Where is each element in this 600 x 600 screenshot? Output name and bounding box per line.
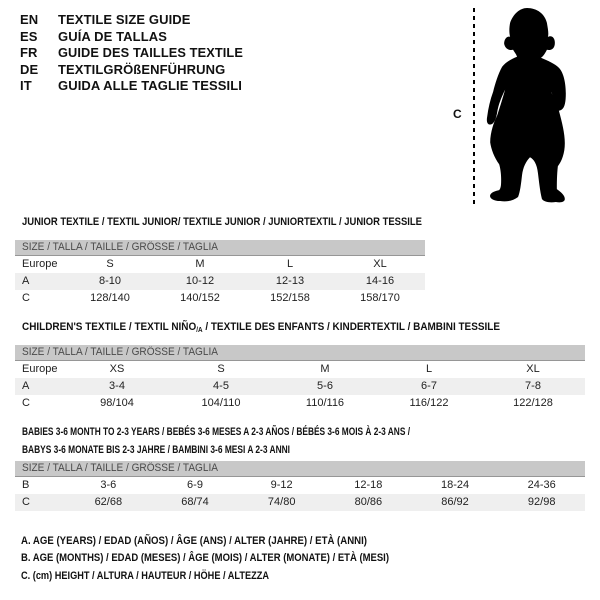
language-code: ES (20, 28, 38, 44)
table-cell: 3-6 (100, 479, 117, 491)
language-row (20, 29, 246, 46)
table-cell: M (320, 363, 330, 375)
footnote (21, 568, 448, 585)
table-cell: 68/74 (181, 496, 209, 508)
babies-textile-table (15, 423, 585, 511)
row-label: C (22, 397, 30, 409)
table-row (15, 395, 585, 412)
table-cell: L (286, 258, 294, 270)
size-header-text: SIZE / TALLA / TAILLE / GRÖSSE / TAGLIA (22, 462, 219, 474)
table-cell: 74/80 (267, 496, 296, 508)
table-cell: L (425, 363, 433, 375)
baby-figure (450, 5, 598, 215)
title-part: CHILDREN'S TEXTILE / TEXTIL NIÑO (22, 321, 197, 333)
table-cell: 110/116 (305, 397, 345, 409)
height-label: C (453, 107, 462, 121)
table-cell: 14-16 (365, 275, 395, 287)
table-cell: 6-7 (421, 380, 437, 392)
language-title-list (20, 12, 246, 95)
table-cell: 4-5 (213, 380, 229, 392)
section-title-line (22, 441, 585, 459)
section-title-text (22, 321, 500, 337)
table-cell: 152/158 (270, 292, 310, 304)
language-title-text: TEXTILGRÖßENFÜHRUNG (58, 61, 226, 77)
table-cell: 122/128 (513, 397, 553, 409)
section-title-text (22, 441, 290, 459)
table-cell: 6-9 (187, 479, 203, 491)
language-code: EN (20, 12, 39, 27)
table-cell: 98/104 (100, 397, 134, 409)
section-title (15, 321, 585, 345)
baby-silhouette-icon (483, 6, 575, 205)
language-title-text: TEXTILE SIZE GUIDE (58, 12, 191, 27)
table-row (15, 477, 585, 494)
language-row (20, 45, 246, 62)
section-title (15, 423, 585, 461)
language-code: DE (20, 61, 39, 77)
table-cell: 10-12 (185, 275, 215, 287)
height-dashed-line-icon (473, 8, 475, 206)
childrens-textile-table (15, 321, 585, 412)
row-label: C (22, 496, 30, 508)
size-header-text: SIZE / TALLA / TAILLE / GRÖSSE / TAGLIA (22, 241, 219, 253)
table-cell: M (195, 258, 205, 270)
table-cell: 5-6 (317, 380, 333, 392)
table-cell: 12-18 (354, 479, 383, 491)
language-title-text: GUÍA DE TALLAS (58, 28, 168, 44)
table-row (15, 361, 585, 378)
size-header-text: SIZE / TALLA / TAILLE / GRÖSSE / TAGLIA (22, 346, 219, 358)
row-label: A (22, 275, 30, 287)
title-part: / TEXTILE DES ENFANTS / KINDERTEXTIL / BAMBINI TESSILE (202, 321, 500, 333)
section-title-line (22, 423, 585, 441)
language-code: IT (20, 78, 32, 94)
language-row (20, 12, 246, 29)
title-part: JUNIOR TEXTILE / TEXTIL JUNIOR/ TEXTILE JUNIOR / JUNIORTEXTIL / JUNIOR TESSILE (22, 216, 422, 228)
language-title-text: GUIDA ALLE TAGLIE TESSILI (58, 78, 243, 94)
table-cell: 12-13 (275, 275, 305, 287)
table-row (15, 256, 425, 273)
table-cell: 18-24 (440, 479, 470, 491)
language-code: FR (20, 45, 38, 61)
table-cell: S (106, 258, 114, 270)
table-cell: 92/98 (527, 496, 556, 508)
table-cell: S (217, 363, 225, 375)
footnote-text: A. AGE (YEARS) / EDAD (AÑOS) / ÂGE (ANS) / ALTER (JAHRE) / ETÀ (ANNI) (21, 535, 367, 547)
table-row (15, 290, 425, 307)
table-cell: 24-36 (527, 479, 556, 491)
row-label: A (22, 380, 30, 392)
table-cell: 3-4 (109, 380, 125, 392)
title-part: BABYS 3-6 MONATE BIS 2-3 JAHRE / BAMBINI 3-6 MESI A 2-3 ANNI (22, 444, 291, 456)
junior-textile-table (15, 216, 425, 307)
table-cell: XL (373, 258, 387, 270)
row-label: Europe (22, 258, 58, 270)
table-cell: 62/68 (94, 496, 123, 508)
footnote (21, 550, 448, 567)
table-cell: XS (109, 363, 125, 375)
table-cell: XL (526, 363, 540, 375)
table-cell: 116/122 (409, 397, 449, 409)
title-subscript: /A (196, 327, 203, 334)
footnote (21, 533, 448, 550)
table-cell: 7-8 (525, 380, 541, 392)
title-part: BABIES 3-6 MONTH TO 2-3 YEARS / BEBÉS 3-6 MESES A 2-3 AÑOS / BÉBÉS 3-6 MOIS À 2-3 ANS / (22, 426, 411, 438)
row-label: Europe (22, 363, 58, 375)
section-title (15, 216, 425, 240)
section-title-text (22, 423, 410, 441)
footnote-text: C. (cm) HEIGHT / ALTURA / HAUTEUR / HÖHE / ALTEZZA (21, 569, 270, 582)
table-cell: 158/170 (360, 292, 400, 304)
table-row (15, 494, 585, 511)
table-row (15, 378, 585, 395)
size-header-bar (15, 240, 425, 256)
table-row (15, 273, 425, 290)
size-header-bar (15, 461, 585, 477)
language-row (20, 62, 246, 79)
table-cell: 86/92 (441, 496, 469, 508)
size-header-bar (15, 345, 585, 361)
language-row (20, 78, 246, 95)
row-label: C (22, 292, 30, 304)
row-label: B (22, 479, 30, 491)
table-cell: 140/152 (180, 292, 220, 304)
table-cell: 104/110 (201, 397, 241, 409)
table-cell: 80/86 (354, 496, 383, 508)
section-title-line (22, 216, 425, 229)
table-cell: 9-12 (270, 479, 293, 491)
language-title-text: GUIDE DES TAILLES TEXTILE (58, 45, 243, 61)
table-cell: 128/140 (90, 292, 130, 304)
section-title-text (22, 216, 422, 229)
footnote-text: B. AGE (MONTHS) / EDAD (MESES) / ÂGE (MOIS) / ALTER (MONATE) / ETÀ (MESI) (21, 552, 389, 565)
footnotes (21, 533, 448, 585)
section-title-line (22, 321, 585, 337)
table-cell: 8-10 (98, 275, 122, 287)
